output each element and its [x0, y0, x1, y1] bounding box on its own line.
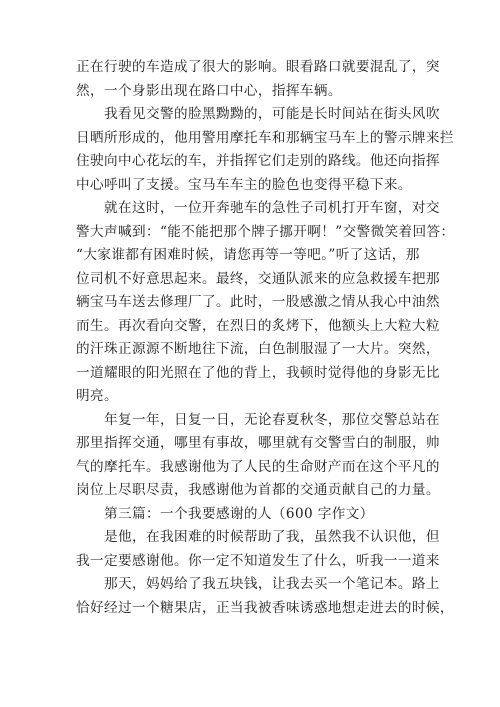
text-line: 位司机不好意思起来。最终，交通队派来的应急救援车把那: [76, 270, 440, 287]
text-line: 警大声喊到：“能不能把那个牌子挪开啊！”交警微笑着回答：: [76, 223, 455, 240]
text-line: 的汗珠正源源不断地往下流，白色制服湿了一大片。突然，: [76, 341, 440, 357]
text-line: 我看见交警的脸黑黝黝的，可能是长时间站在街头风吹: [104, 106, 440, 122]
text-line: 住驶向中心花坛的车，并指挥它们走别的路线。他还向指挥: [76, 153, 440, 169]
text-line: 就在这时，一位开奔驰车的急性子司机打开车窗，对交: [104, 200, 440, 216]
text-line: 日晒所形成的，他用警用摩托车和那辆宝马车上的警示牌来拦: [76, 129, 454, 146]
text-line: 恰好经过一个糖果店，正当我被香味诱惑地想走进去的时候，: [76, 599, 454, 616]
text-line: 我一定要感谢他。你一定不知道发生了什么，听我一一道来: [76, 552, 440, 569]
text-line: 那里指挥交通，哪里有事故，哪里就有交警雪白的制服，帅: [76, 435, 440, 451]
text-line: 那天，妈妈给了我五块钱，让我去买一个笔记本。路上: [104, 576, 440, 592]
text-line: 第三篇：一个我要感谢的人（600 字作文）: [104, 505, 374, 522]
text-line: 岗位上尽职尽责，我感谢他为首都的交通贡献自己的力量。: [76, 482, 440, 498]
text-line: 是他，在我困难的时候帮助了我，虽然我不认识他，但: [104, 529, 440, 545]
text-line: “大家谁都有困难时候，请您再等一等吧。”听了这话，那: [76, 247, 420, 263]
text-line: 一道耀眼的阳光照在了他的背上，我顿时觉得他的身影无比: [76, 364, 440, 381]
text-line: 中心呼叫了支援。宝马车车主的脸色也变得平稳下来。: [76, 176, 412, 193]
text-line: 正在行驶的车造成了很大的影响。眼看路口就要混乱了，突: [76, 59, 440, 75]
text-line: 气的摩托车。我感谢他为了人民的生命财产而在这个平凡的: [76, 458, 440, 475]
document-page: [76, 56, 455, 620]
text-line: 明亮。: [76, 388, 118, 404]
text-line: 然，一个身影出现在路口中心，指挥车辆。: [76, 82, 342, 99]
text-line: 而生。再次看向交警，在烈日的炙烤下，他额头上大粒大粒: [76, 317, 440, 334]
text-line: 年复一年，日复一日，无论春夏秋冬，那位交警总站在: [104, 411, 440, 428]
text-line: 辆宝马车送去修理厂了。此时，一股感激之情从我心中油然: [76, 294, 440, 310]
